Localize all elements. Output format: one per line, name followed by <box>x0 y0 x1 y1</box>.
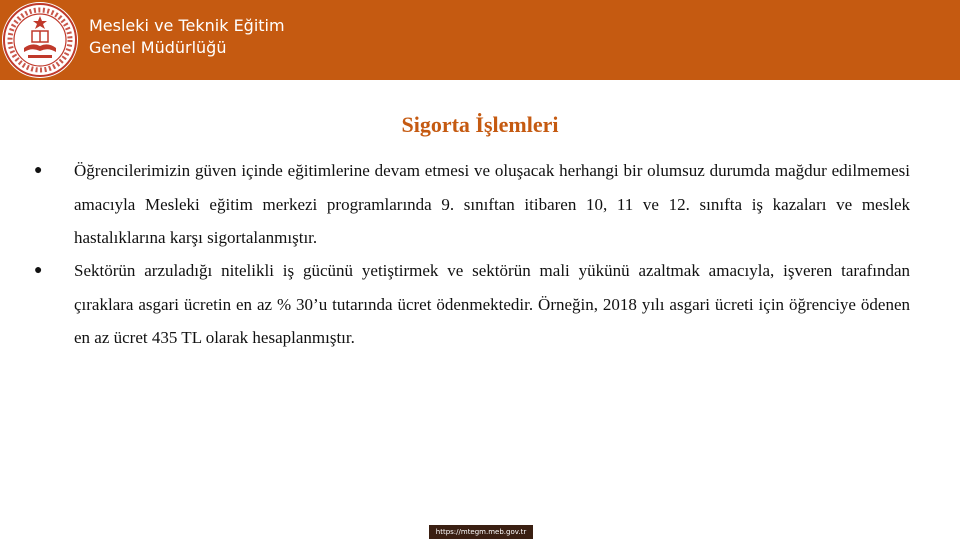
meb-seal-logo <box>2 2 78 78</box>
list-item <box>34 154 910 255</box>
org-line-1: Mesleki ve Teknik Eğitim <box>89 16 285 35</box>
organization-name <box>89 15 285 59</box>
bullet-dot-icon: ● <box>34 263 43 278</box>
header-bar <box>0 0 960 80</box>
footer-link[interactable]: https://mtegm.meb.gov.tr <box>429 525 533 539</box>
list-item <box>34 254 910 355</box>
list-item-text: Sektörün arzuladığı nitelikli iş gücünü yetiştirmek ve sektörün mali yükünü azaltmak amacıyla, işveren tarafından çıraklara asgari ücretin en az % 30’u tutarında ücret ödenmektedir. Örneğin, 2018 yılı asgari ücreti için öğrenciye ödenen en az ücret 435 TL olarak hesaplanmıştır. <box>74 261 910 347</box>
page-title: Sigorta İşlemleri <box>401 112 559 137</box>
org-line-2: Genel Müdürlüğü <box>89 38 227 57</box>
seal-icon <box>2 2 78 78</box>
bullet-dot-icon: ● <box>34 163 43 178</box>
list-item-text: Öğrencilerimizin güven içinde eğitimlerine devam etmesi ve oluşacak herhangi bir olumsuz durumda mağdur edilmemesi amacıyla Mesleki eğitim merkezi programlarında 9. sınıftan itibaren 10, 11 ve 12. sınıfta iş kazaları ve meslek hastalıklarına karşı sigortalanmıştır. <box>74 161 910 247</box>
